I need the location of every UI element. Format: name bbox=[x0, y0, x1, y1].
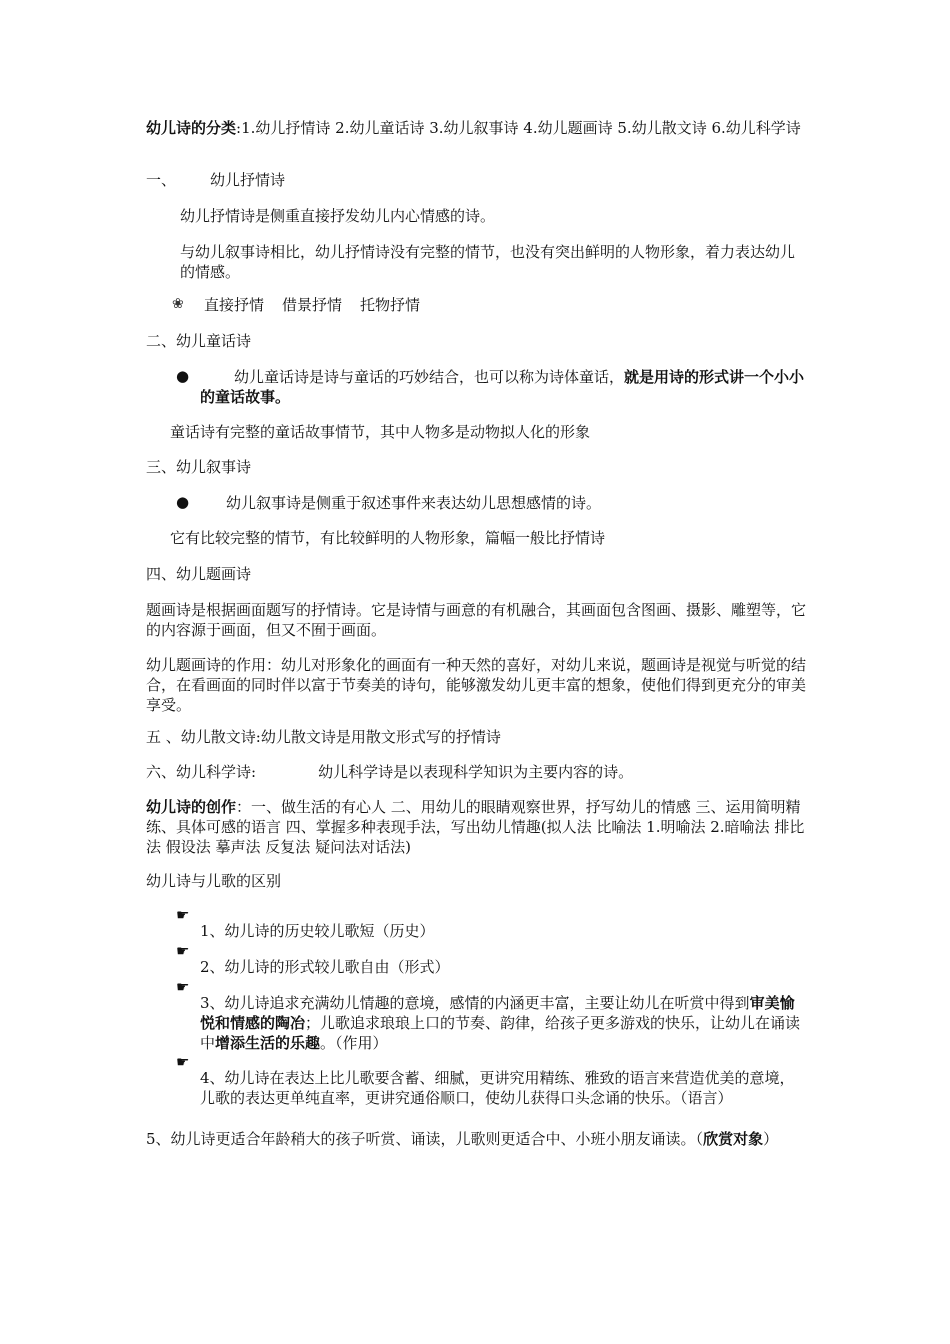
heading-fairy: 二、幼儿童话诗 bbox=[146, 332, 252, 350]
difference-item-4: 4、幼儿诗在表达上比儿歌要含蓄、细腻，更讲究用精练、雅致的语言来营造优美的意境，儿歌的表达更单纯直率，更讲究通俗顺口，使幼儿获得口头念诵的快乐。（语言） bbox=[200, 1069, 795, 1107]
difference-item-5 bbox=[146, 1129, 806, 1149]
lyric-definition: 幼儿抒情诗是侧重直接抒发幼儿内心情感的诗。 bbox=[180, 207, 496, 225]
hand-bullet-icon: ☛ bbox=[176, 906, 190, 924]
creation-text: ：一、做生活的有心人 二、用幼儿的眼睛观察世界，抒写幼儿的情感 三、运用简明精练、具体可感的语言 四、掌握多种表现手法，写出幼儿情趣(拟人法 比喻法 1.明喻法 2.暗喻法 排比法 假设法 摹声法 反复法 疑问法对话法) bbox=[146, 798, 805, 856]
lyric-type-2: 借景抒情 bbox=[282, 296, 343, 314]
narrative-note: 它有比较完整的情节，有比较鲜明的人物形象，篇幅一般比抒情诗 bbox=[170, 529, 606, 547]
fairy-note: 童话诗有完整的童话故事情节，其中人物多是动物拟人化的形象 bbox=[170, 423, 591, 441]
difference-item-3-text-a: 3、幼儿诗追求充满幼儿情趣的意境，感情的内涵更丰富，主要让幼儿在听赏中得到 bbox=[200, 994, 750, 1012]
narrative-definition: 幼儿叙事诗是侧重于叙述事件来表达幼儿思想感情的诗。 bbox=[226, 494, 602, 512]
heading-prose: 五 、幼儿散文诗:幼儿散文诗是用散文形式写的抒情诗 bbox=[146, 728, 501, 746]
fairy-definition-emphasis: 就是用诗的形式讲一个小小的童话故事。 bbox=[200, 368, 805, 406]
difference-item-2: 2、幼儿诗的形式较儿歌自由（形式） bbox=[200, 958, 450, 976]
classification-paragraph bbox=[146, 118, 806, 138]
difference-item-3-text-b: ；儿歌追求琅琅上口的节奏、韵律，给孩子更多游戏的快乐，让幼儿在诵读中 bbox=[200, 1014, 801, 1052]
classification-text: :1.幼儿抒情诗 2.幼儿童话诗 3.幼儿叙事诗 4.幼儿题画诗 5.幼儿散文诗 6.幼儿科学诗 bbox=[236, 119, 801, 137]
creation-label: 幼儿诗的创作 bbox=[146, 798, 237, 816]
picture-definition: 题画诗是根据画面题写的抒情诗。它是诗情与画意的有机融合，其画面包含图画、摄影、雕塑等，它的内容源于画面，但又不囿于画面。 bbox=[146, 601, 807, 639]
difference-item-3 bbox=[200, 993, 806, 1053]
fairy-definition bbox=[200, 367, 808, 407]
fairy-bullet-icon: ● bbox=[176, 367, 190, 385]
lyric-compare-text: 与幼儿叙事诗相比，幼儿抒情诗没有完整的情节，也没有突出鲜明的人物形象，着力表达幼儿的情感。 bbox=[180, 243, 796, 281]
difference-item-5-text: 5、幼儿诗更适合年龄稍大的孩子听赏、诵读，儿歌则更适合中、小班小朋友诵读。（ bbox=[146, 1130, 704, 1148]
heading-picture: 四、幼儿题画诗 bbox=[146, 565, 252, 583]
classification-label: 幼儿诗的分类 bbox=[146, 119, 237, 137]
difference-item-3-emphasis-a: 审美愉悦和情感的陶冶 bbox=[200, 994, 795, 1032]
lyric-compare bbox=[180, 242, 806, 282]
lyric-type-3: 托物抒情 bbox=[360, 296, 421, 314]
narrative-bullet-icon: ● bbox=[176, 493, 190, 511]
difference-item-1: 1、幼儿诗的历史较儿歌短（历史） bbox=[200, 922, 435, 940]
difference-item-3-emphasis-b: 增添生活的乐趣 bbox=[215, 1034, 321, 1052]
heading-lyric-title: 幼儿抒情诗 bbox=[210, 171, 286, 189]
flower-bullet-icon: ❀ bbox=[172, 296, 184, 312]
heading-lyric-number: 一、 bbox=[146, 171, 177, 189]
hand-bullet-icon: ☛ bbox=[176, 1053, 190, 1071]
difference-item-5-emphasis: 欣赏对象 bbox=[703, 1130, 764, 1148]
difference-item-5-close: ） bbox=[763, 1130, 779, 1148]
fairy-definition-text: 幼儿童话诗是诗与童话的巧妙结合，也可以称为诗体童话， bbox=[234, 368, 625, 386]
hand-bullet-icon: ☛ bbox=[176, 978, 190, 996]
hand-bullet-icon: ☛ bbox=[176, 942, 190, 960]
heading-science-title: 六、幼儿科学诗: bbox=[146, 763, 257, 781]
lyric-types bbox=[204, 295, 864, 315]
heading-science bbox=[146, 762, 806, 782]
difference-item-3-text-c: 。（作用） bbox=[320, 1034, 388, 1052]
heading-narrative: 三、幼儿叙事诗 bbox=[146, 458, 252, 476]
science-definition: 幼儿科学诗是以表现科学知识为主要内容的诗。 bbox=[318, 763, 634, 781]
difference-title: 幼儿诗与儿歌的区别 bbox=[146, 872, 282, 890]
picture-function: 幼儿题画诗的作用：幼儿对形象化的画面有一种天然的喜好，对幼儿来说，题画诗是视觉与听觉的结合，在看画面的同时伴以富于节奏美的诗句，能够激发幼儿更丰富的想象，使他们得到更充分的审美享受。 bbox=[146, 656, 807, 714]
creation-paragraph bbox=[146, 797, 806, 857]
heading-lyric bbox=[146, 170, 806, 190]
lyric-type-1: 直接抒情 bbox=[204, 296, 265, 314]
